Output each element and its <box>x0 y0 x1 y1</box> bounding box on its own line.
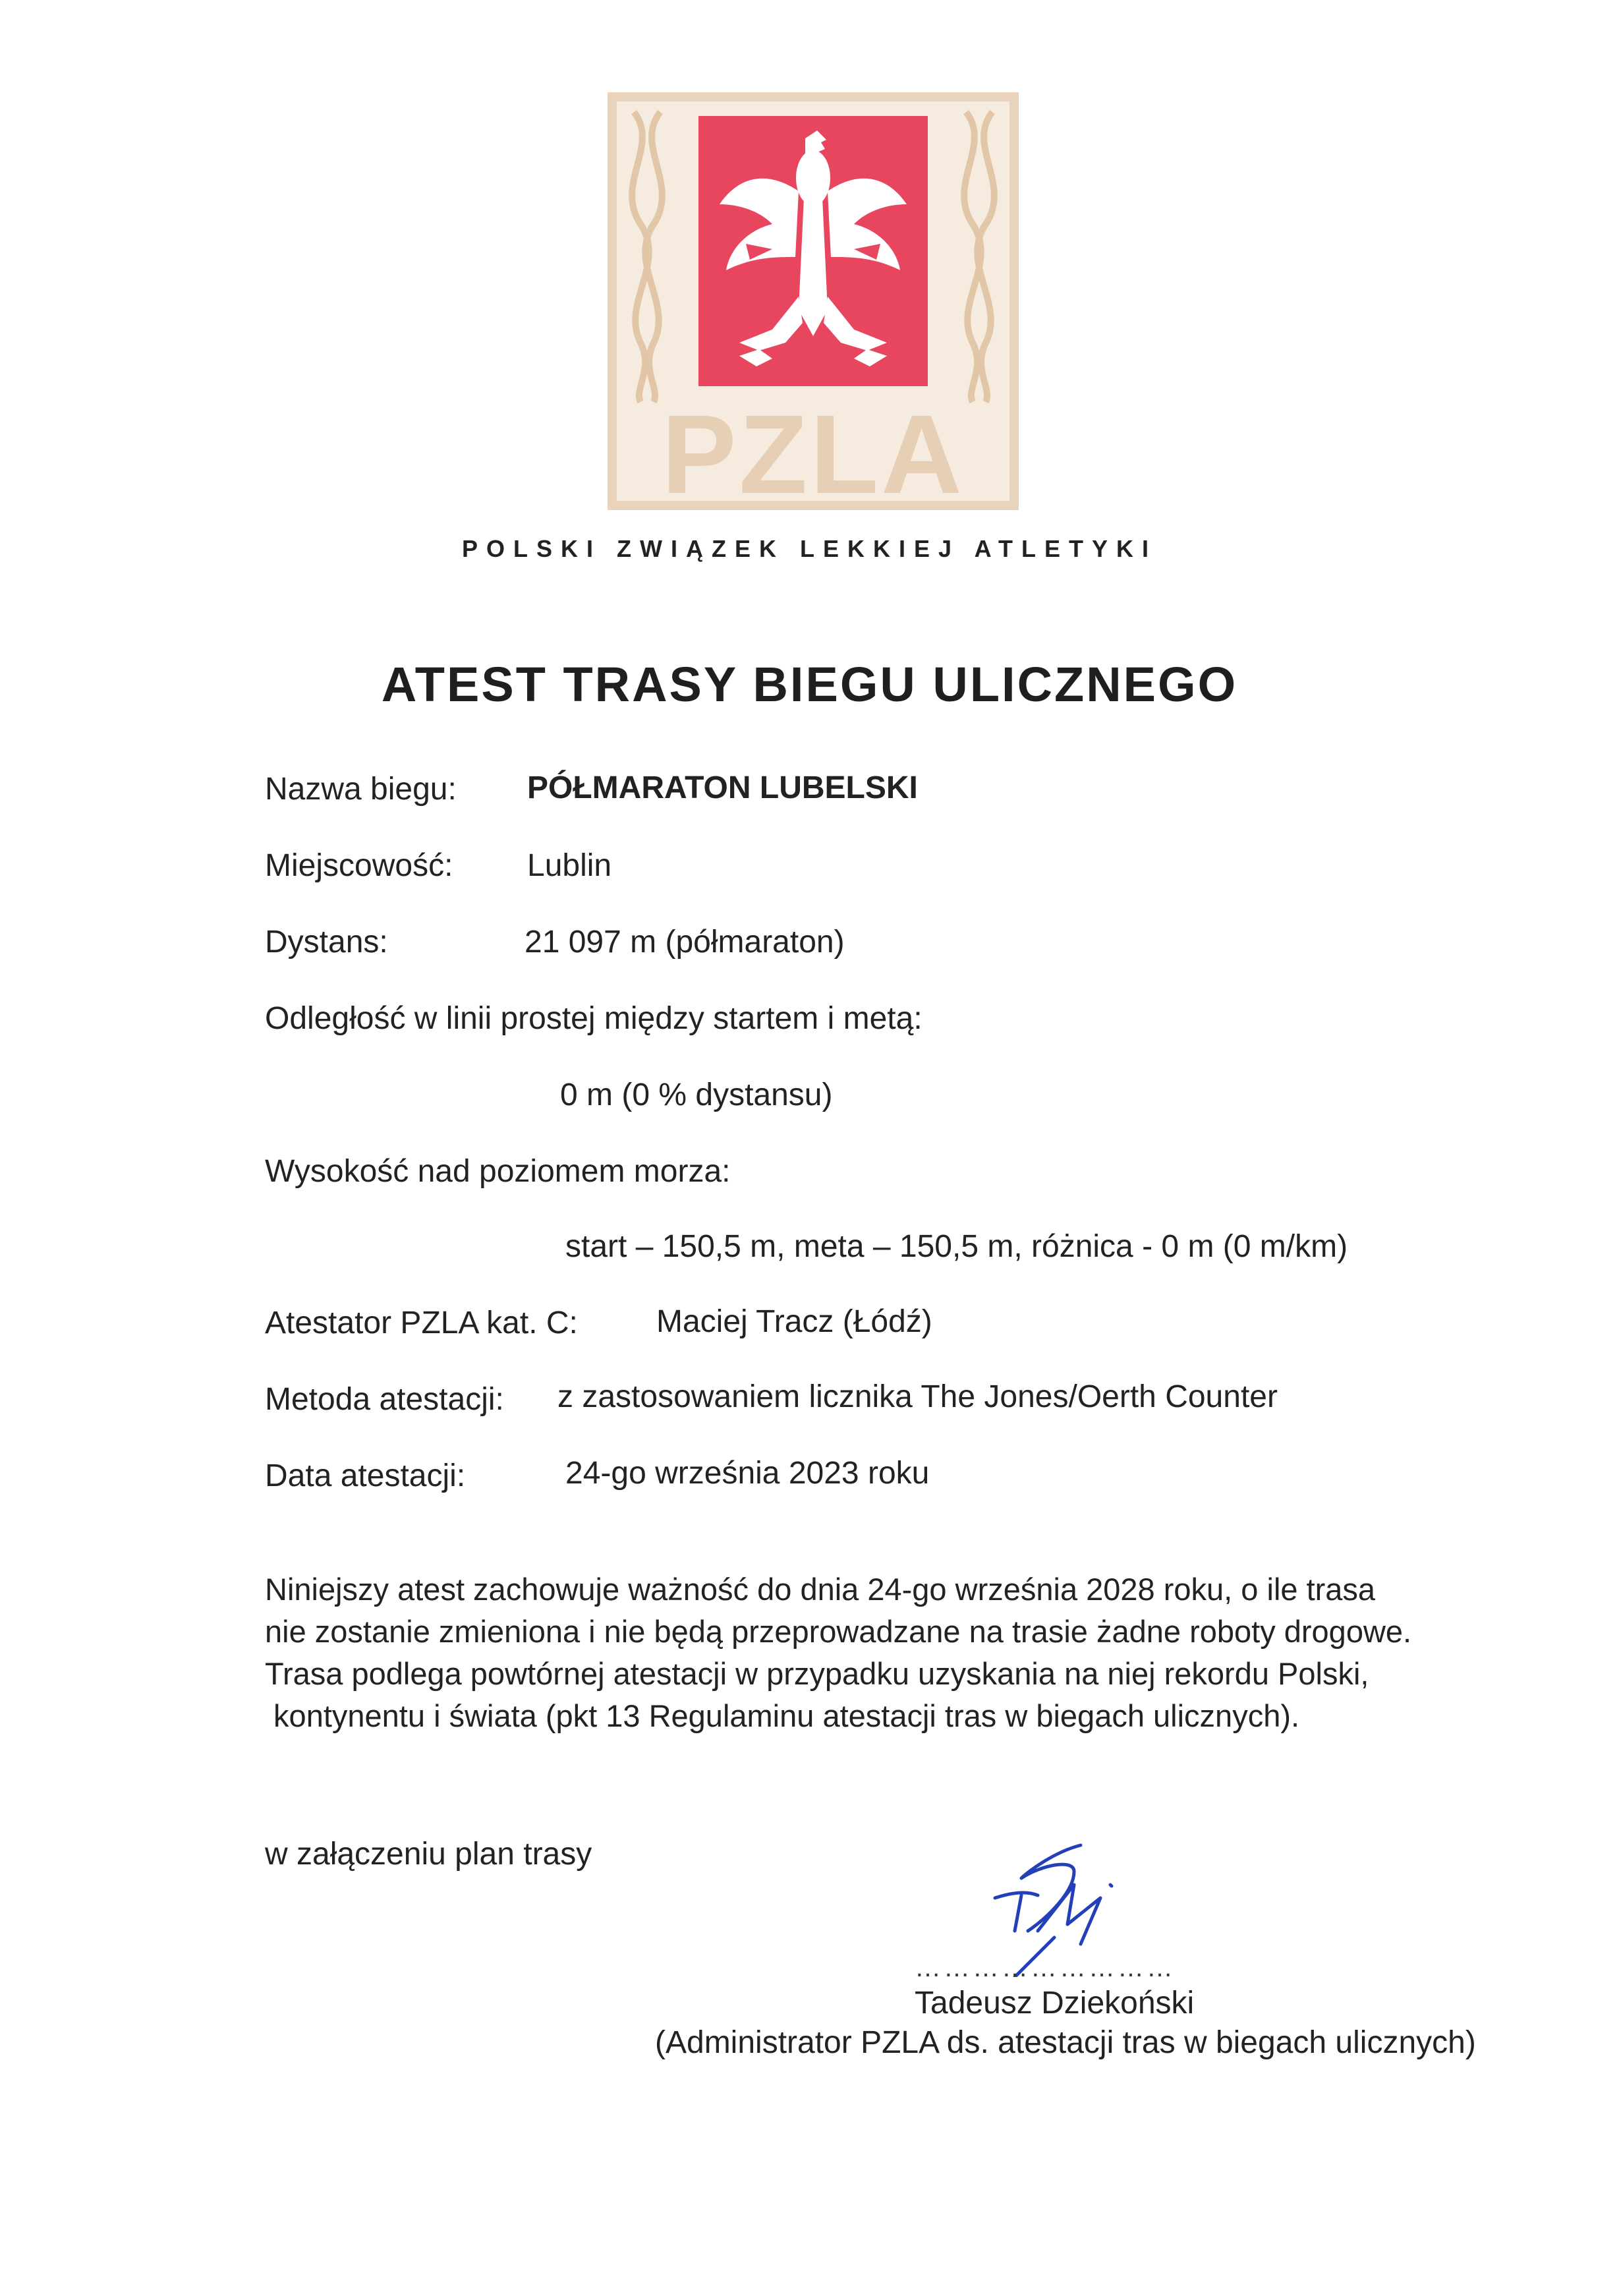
paragraph-line: kontynentu i świata (pkt 13 Regulaminu atestacji tras w biegach ulicznych). <box>265 1698 1300 1733</box>
date-value: 24-go września 2023 roku <box>565 1456 930 1491</box>
certifier-value: Maciej Tracz (Łódź) <box>656 1304 932 1339</box>
place-label: Miejscowość: <box>265 848 453 883</box>
paragraph-line: nie zostanie zmieniona i nie będą przeprowadzane na trasie żadne roboty drogowe. <box>265 1614 1412 1649</box>
place-value: Lublin <box>527 848 612 883</box>
paragraph-line: Trasa podlega powtórnej atestacji w przypadku uzyskania na niej rekordu Polski, <box>265 1656 1369 1691</box>
certifier-label: Atestator PZLA kat. C: <box>265 1306 578 1340</box>
attachment-note: w załączeniu plan trasy <box>265 1837 592 1872</box>
method-value: z zastosowaniem licznika The Jones/Oerth Counter <box>557 1379 1278 1414</box>
signatory-name: Tadeusz Dziekoński <box>915 1986 1195 2021</box>
elevation-value: start – 150,5 m, meta – 150,5 m, różnica - 0 m (0 m/km) <box>565 1229 1348 1264</box>
paragraph-line: Niniejszy atest zachowuje ważność do dnia 24-go września 2028 roku, o ile trasa <box>265 1572 1376 1607</box>
distance-label: Dystans: <box>265 925 388 960</box>
logo-text: PZLA <box>662 392 965 510</box>
method-label: Metoda atestacji: <box>265 1382 504 1417</box>
distance-value: 21 097 m (półmaraton) <box>525 925 845 960</box>
date-label: Data atestacji: <box>265 1458 466 1493</box>
straight-line-label: Odległość w linii prostej między startem i metą: <box>265 1001 923 1036</box>
pzla-logo <box>608 92 1019 510</box>
organization-name: POLSKI ZWIĄZEK LEKKIEJ ATLETYKI <box>461 535 1157 562</box>
signature-line: ……………………… <box>915 1953 1176 1982</box>
signatory-role: (Administrator PZLA ds. atestacji tras w biegach ulicznych) <box>655 2025 1476 2060</box>
straight-line-value: 0 m (0 % dystansu) <box>560 1077 833 1112</box>
validity-paragraph <box>265 1568 1411 1737</box>
race-name-value: PÓŁMARATON LUBELSKI <box>527 770 918 805</box>
document-title: ATEST TRASY BIEGU ULICZNEGO <box>381 657 1238 712</box>
elevation-label: Wysokość nad poziomem morza: <box>265 1154 731 1189</box>
race-name-label: Nazwa biegu: <box>265 772 457 807</box>
